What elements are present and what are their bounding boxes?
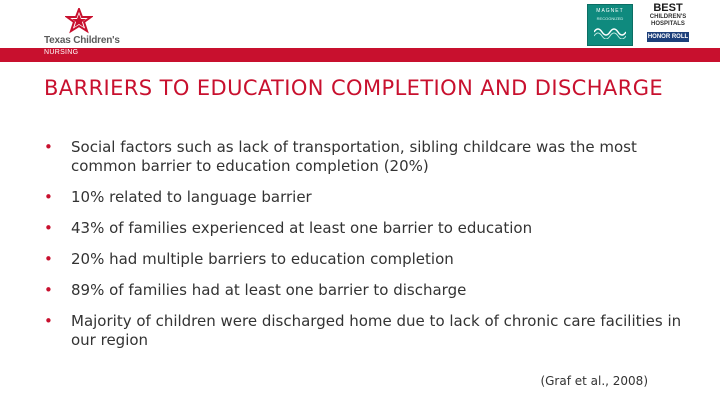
texas-childrens-logo — [44, 8, 124, 48]
magnet-badge-subtitle: RECOGNIZED — [596, 16, 624, 21]
bullet-icon: • — [44, 188, 53, 206]
bullet-icon: • — [44, 250, 53, 268]
magnet-badge-title: MAGNET — [596, 8, 624, 14]
slide-title: BARRIERS TO EDUCATION COMPLETION AND DISCHARGE — [44, 76, 664, 100]
header-bar — [0, 48, 720, 62]
bullet-icon: • — [44, 138, 53, 156]
bullet-text: 43% of families experienced at least one barrier to education — [71, 219, 533, 237]
best-badge-subtitle: CHILDREN'S HOSPITALS — [649, 14, 687, 27]
logo-text: Texas Children's — [44, 35, 120, 46]
magnet-badge — [587, 4, 633, 46]
best-badge-ribbon: HONOR ROLL — [647, 34, 689, 40]
list-item — [44, 250, 694, 269]
bullet-text: Social factors such as lack of transportation, sibling childcare was the most common barrier to education completion (20%) — [71, 138, 637, 175]
section-label: NURSING — [44, 49, 79, 56]
star-logo-icon — [65, 8, 93, 34]
bullet-text: Majority of children were discharged home due to lack of chronic care facilities in our region — [71, 312, 682, 349]
best-childrens-hospitals-badge — [642, 2, 694, 46]
best-badge-title: BEST — [653, 2, 683, 14]
citation: (Graf et al., 2008) — [540, 374, 648, 388]
bullet-text: 89% of families had at least one barrier to discharge — [71, 281, 467, 299]
list-item — [44, 188, 694, 207]
magnet-wave-icon — [594, 25, 626, 39]
bullet-text: 10% related to language barrier — [71, 188, 312, 206]
bullet-icon: • — [44, 281, 53, 299]
bullet-text: 20% had multiple barriers to education completion — [71, 250, 454, 268]
list-item — [44, 312, 694, 350]
list-item — [44, 138, 694, 176]
list-item — [44, 281, 694, 300]
list-item — [44, 219, 694, 238]
bullet-icon: • — [44, 312, 53, 330]
bullet-icon: • — [44, 219, 53, 237]
bullet-list — [44, 138, 694, 350]
